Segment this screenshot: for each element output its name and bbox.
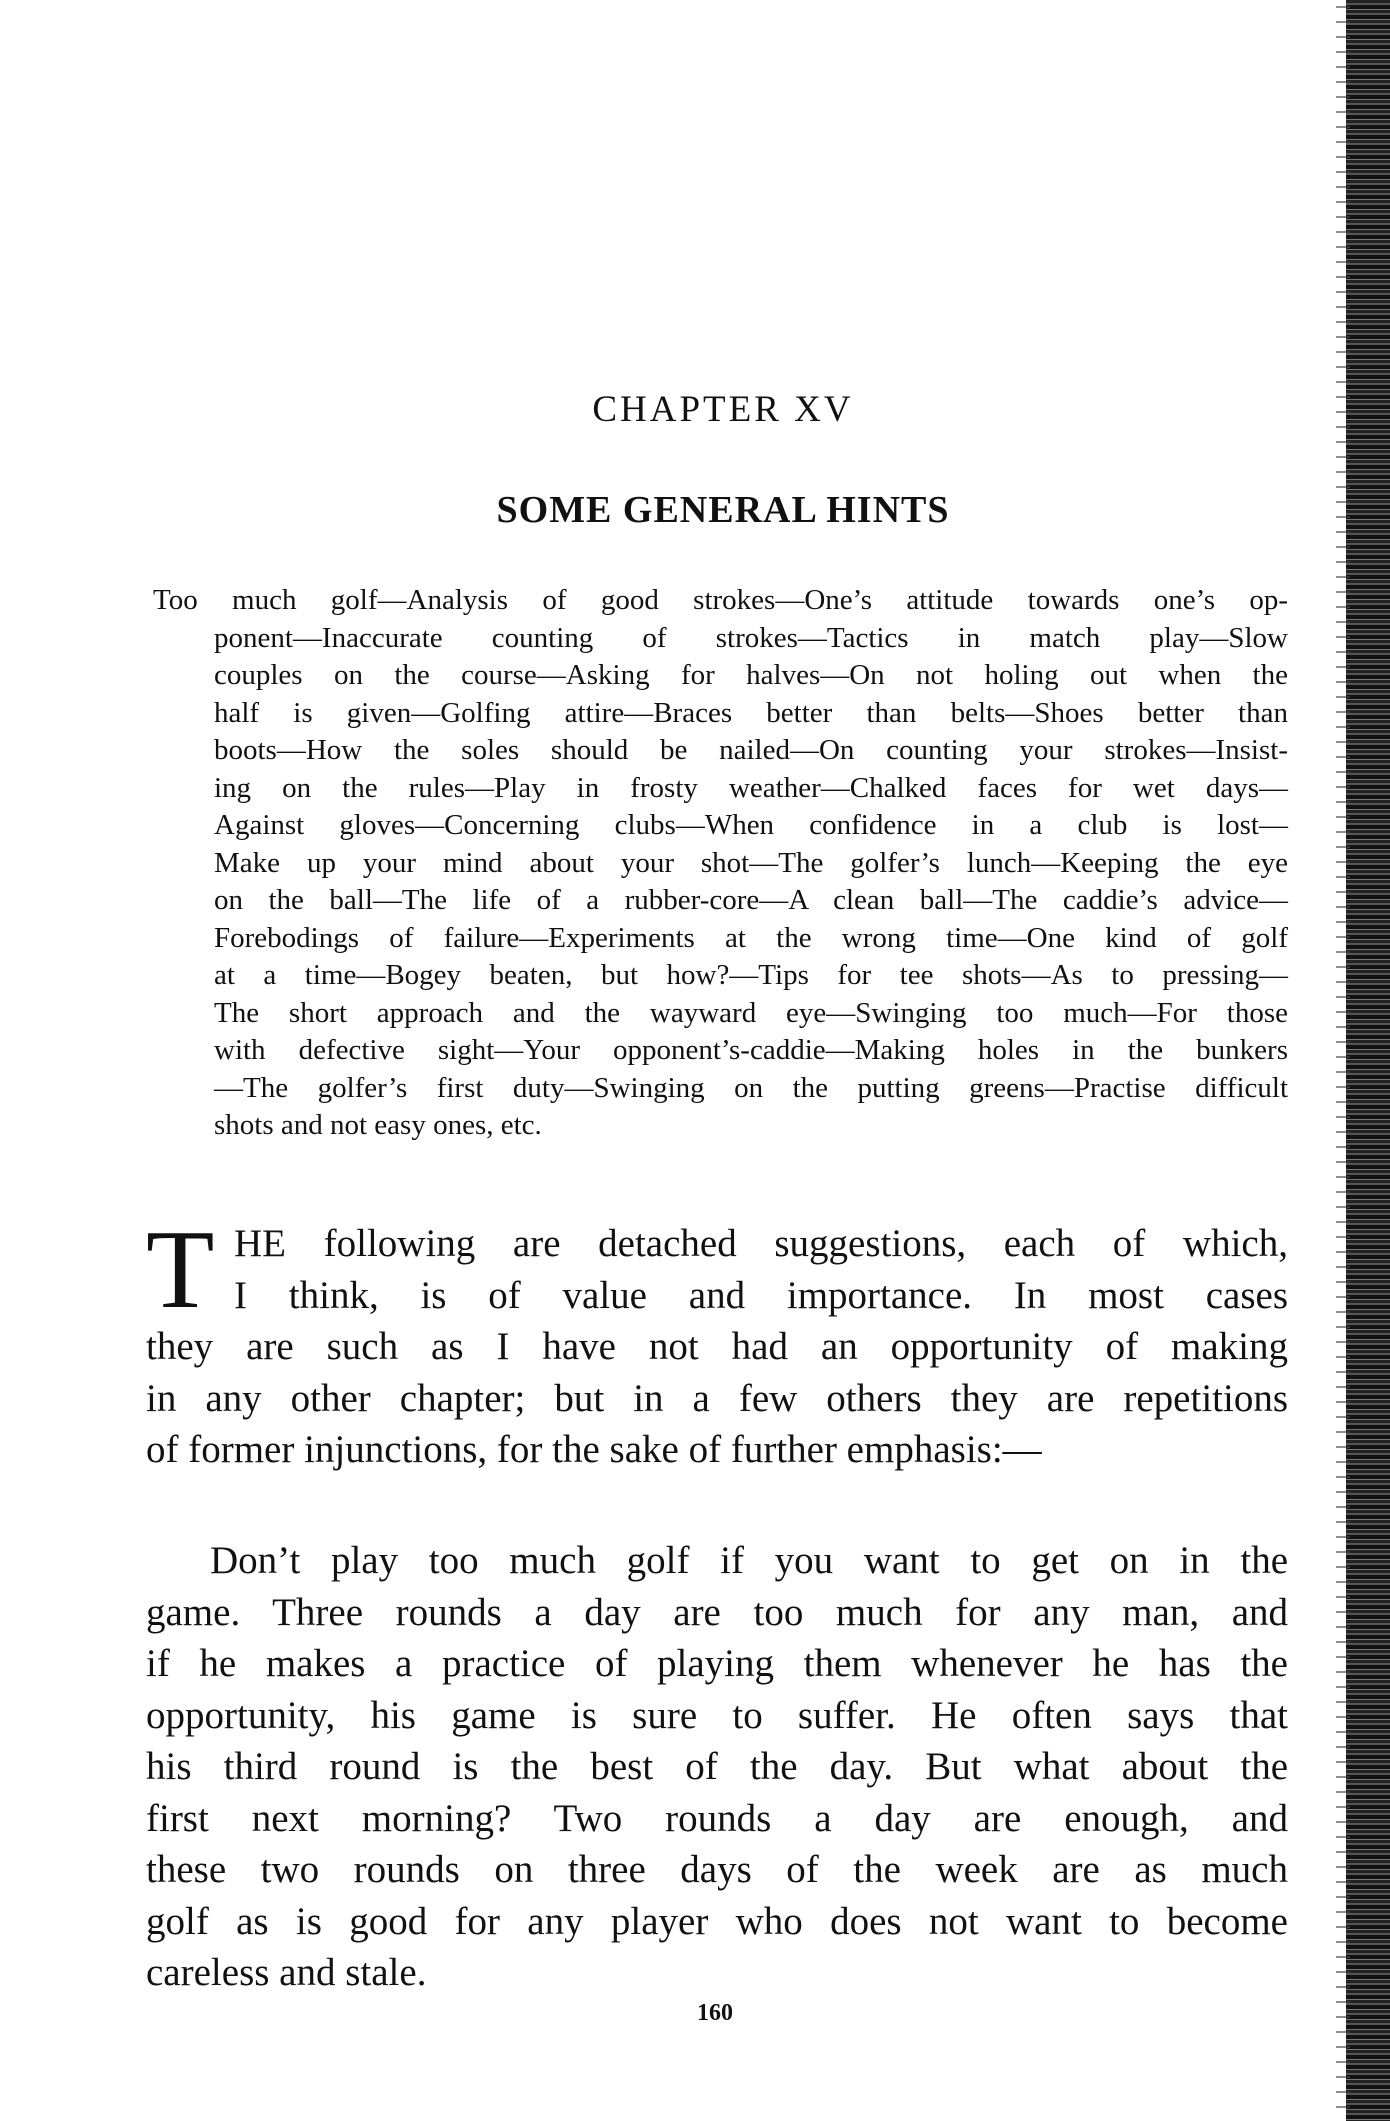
paragraph-1	[146, 1218, 1288, 1476]
text-line: ponent—Inaccurate counting of strokes—Tactics in match play—Slow	[214, 621, 1288, 654]
chapter-heading: CHAPTER XV	[592, 389, 854, 430]
text-line: I think, is of value and importance. In most cases	[234, 1273, 1288, 1317]
text-line: game. Three rounds a day are too much for any man, and	[146, 1590, 1288, 1634]
text-line: ing on the rules—Play in frosty weather—Chalked faces for wet days—	[214, 771, 1288, 804]
text-line: his third round is the best of the day. But what about the	[146, 1745, 1288, 1788]
text-line: The short approach and the wayward eye—Swinging too much—For those	[214, 996, 1288, 1029]
text-line: Too much golf—Analysis of good strokes—One’s attitude towards one’s op-	[153, 584, 1288, 616]
chapter-title: SOME GENERAL HINTS	[496, 489, 950, 531]
text-line: at a time—Bogey beaten, but how?—Tips for tee shots—As to pressing—	[214, 959, 1288, 991]
text-line: Don’t play too much golf if you want to get on in the	[210, 1539, 1288, 1582]
text-line: —The golfer’s first duty—Swinging on the putting greens—Practise difficult	[214, 1071, 1288, 1104]
text-line: in any other chapter; but in a few others they are repetitions	[146, 1376, 1288, 1420]
text-line: HE following are detached suggestions, each of which,	[234, 1222, 1288, 1265]
text-line: half is given—Golfing attire—Braces better than belts—Shoes better than	[214, 696, 1288, 729]
paragraph-2	[146, 1535, 1288, 1999]
text-line: opportunity, his game is sure to suffer. He often says that	[146, 1693, 1288, 1737]
drop-cap: T	[146, 1208, 215, 1332]
text-line: golf as is good for any player who does not want to become	[146, 1899, 1288, 1943]
text-line: shots and not easy ones, etc.	[214, 1109, 542, 1141]
text-line: they are such as I have not had an opportunity of making	[146, 1325, 1288, 1368]
text-line: with defective sight—Your opponent’s-caddie—Making holes in the bunkers	[214, 1034, 1288, 1066]
text-line: couples on the course—Asking for halves—On not holing out when the	[214, 659, 1288, 691]
text-line: of former injunctions, for the sake of further emphasis:—	[146, 1428, 1042, 1471]
text-line: boots—How the soles should be nailed—On counting your strokes—Insist-	[214, 734, 1288, 766]
text-line: if he makes a practice of playing them whenever he has the	[146, 1642, 1288, 1685]
text-line: first next morning? Two rounds a day are enough, and	[146, 1796, 1288, 1840]
text-line: Forebodings of failure—Experiments at the wrong time—One kind of golf	[214, 921, 1288, 954]
chapter-synopsis	[153, 582, 1288, 1145]
page-number: 160	[697, 2000, 733, 2026]
text-line: careless and stale.	[146, 1951, 427, 1994]
text-line: on the ball—The life of a rubber-core—A clean ball—The caddie’s advice—	[214, 884, 1288, 916]
scanned-page-edge	[1346, 0, 1390, 2121]
text-line: Make up your mind about your shot—The golfer’s lunch—Keeping the eye	[214, 846, 1288, 879]
text-line: Against gloves—Concerning clubs—When confidence in a club is lost—	[214, 809, 1288, 841]
text-line: these two rounds on three days of the week are as much	[146, 1848, 1288, 1891]
